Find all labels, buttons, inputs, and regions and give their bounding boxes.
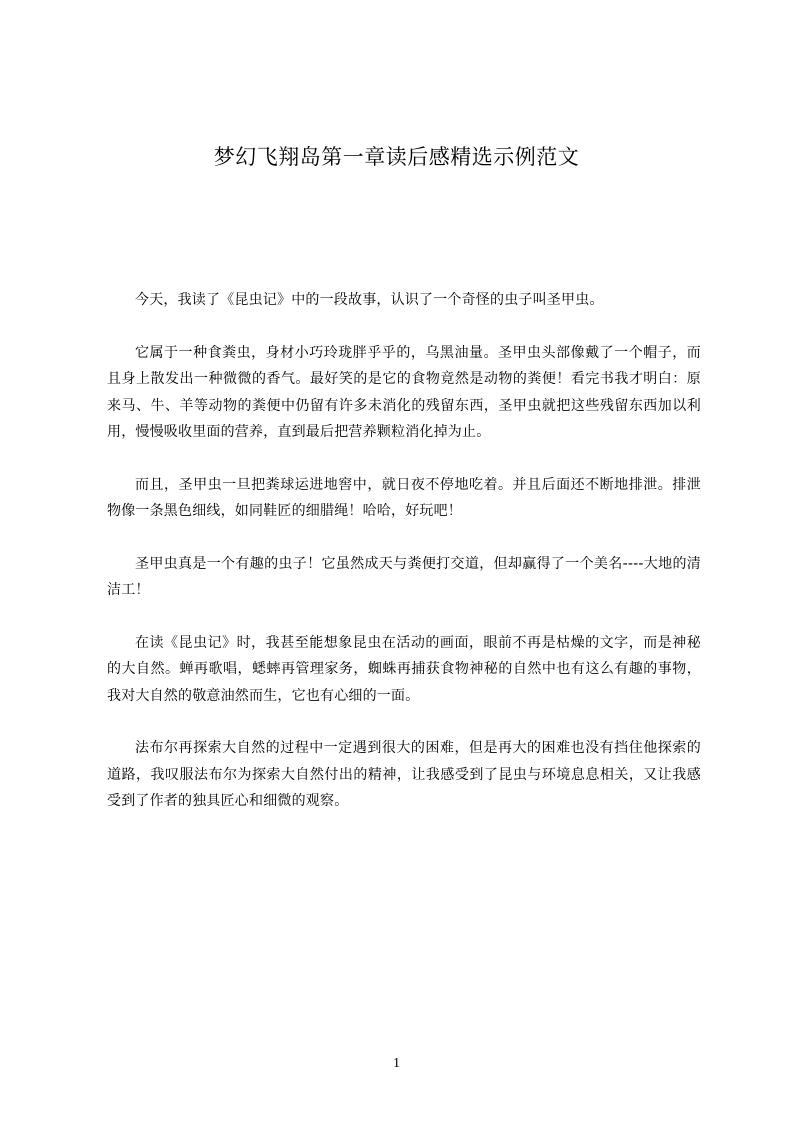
- document-body: [107, 287, 701, 841]
- paragraph-6: 法布尔再探索大自然的过程中一定遇到很大的困难，但是再大的困难也没有挡住他探索的道路，我叹服法布尔为探索大自然付出的精神，让我感受到了昆虫与环境息息相关，又让我感受到了作者的独具匠心和细微的观察。: [107, 740, 701, 809]
- page-number: 1: [393, 1056, 400, 1071]
- paragraph-5: 在读《昆虫记》时，我甚至能想象昆虫在活动的画面，眼前不再是枯燥的文字，而是神秘的大自然。蝉再歌唱，蟋蟀再管理家务，蜘蛛再捕获食物神秘的自然中也有这么有趣的事物，我对大自然的敬意油然而生，它也有心细的一面。: [107, 634, 701, 704]
- paragraph-2: 它属于一种食粪虫，身材小巧玲珑胖乎乎的，乌黑油量。圣甲虫头部像戴了一个帽子，而且身上散发出一种微微的香气。最好笑的是它的食物竟然是动物的粪便！看完书我才明白：原来马、牛、羊等动物的粪便中仍留有许多未消化的残留东西，圣甲虫就把这些残留东西加以利用，慢慢吸收里面的营养，直到最后把营养颗粒消化掉为止。: [107, 344, 701, 440]
- paragraph-1: 今天，我读了《昆虫记》中的一段故事，认识了一个奇怪的虫子叫圣甲虫。: [135, 292, 604, 308]
- paragraph-3: 而且，圣甲虫一旦把粪球运进地窖中，就日夜不停地吃着。并且后面还不断地排泄。排泄物像一条黑色细线，如同鞋匠的细腊绳！哈哈，好玩吧！: [107, 476, 701, 519]
- paragraph-4: 圣甲虫真是一个有趣的虫子！它虽然成天与粪便打交道，但却赢得了一个美名----大地的清洁工！: [107, 555, 701, 598]
- document-title: 梦幻飞翔岛第一章读后感精选示例范文: [213, 145, 580, 169]
